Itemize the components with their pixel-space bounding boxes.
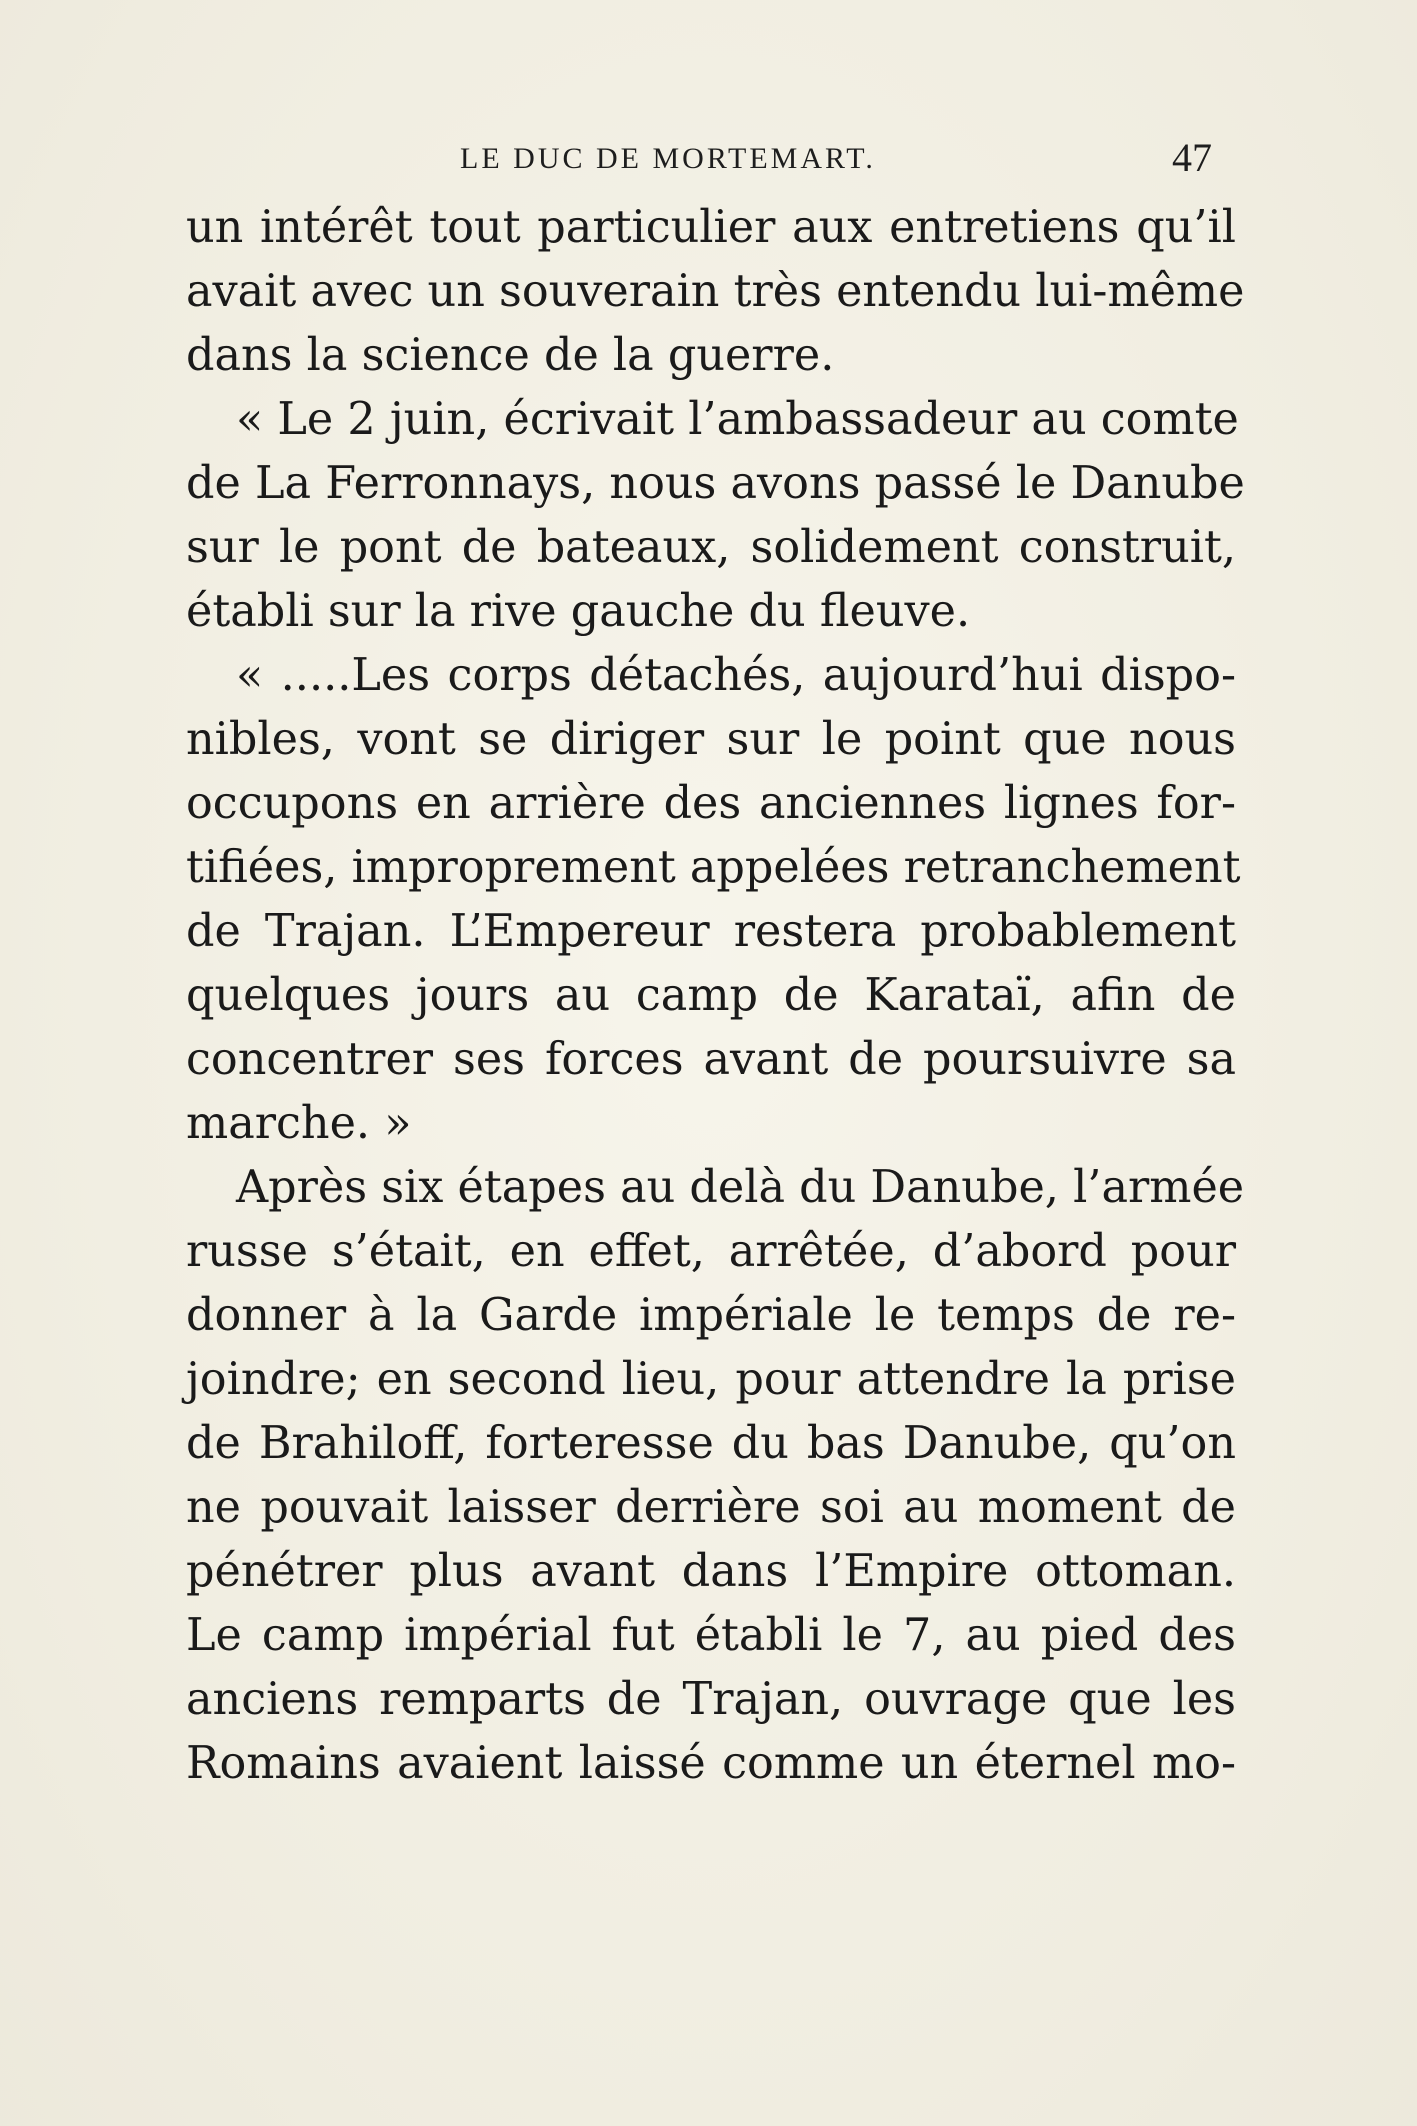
text-line: sur le pont de bateaux, solidement construit, — [186, 522, 1236, 573]
paragraph-4 — [186, 1156, 1245, 1796]
text-line: joindre; en second lieu, pour attendre la prise — [186, 1354, 1236, 1405]
page-number: 47 — [1172, 135, 1212, 180]
text-line: russe s’était, en effet, arrêtée, d’abord pour — [186, 1226, 1236, 1277]
text-line: « .....Les corps détachés, aujourd’hui dispo- — [236, 650, 1236, 701]
text-line: de La Ferronnays, nous avons passé le Danube — [186, 458, 1245, 509]
text-line: ne pouvait laisser derrière soi au moment de — [186, 1482, 1236, 1533]
text-line: Après six étapes au delà du Danube, l’armée — [236, 1162, 1245, 1213]
text-line: de Trajan. L’Empereur restera probablement — [186, 906, 1236, 957]
running-head — [0, 134, 1417, 184]
text-line: « Le 2 juin, écrivait l’ambassadeur au comte — [236, 394, 1239, 445]
text-line: quelques jours au camp de Karataï, afin de — [186, 970, 1236, 1021]
text-line: Le camp impérial fut établi le 7, au pied des — [186, 1610, 1236, 1661]
text-line: anciens remparts de Trajan, ouvrage que les — [186, 1674, 1236, 1725]
text-line: établi sur la rive gauche du fleuve. — [186, 586, 971, 637]
text-line: tifiées, improprement appelées retranchement — [186, 842, 1241, 893]
text-line: Romains avaient laissé comme un éternel mo- — [186, 1738, 1236, 1789]
text-line: occupons en arrière des anciennes lignes for- — [186, 778, 1236, 829]
body-text — [186, 196, 1245, 1796]
text-line: dans la science de la guerre. — [186, 330, 835, 381]
text-line: marche. » — [186, 1098, 412, 1149]
text-line: donner à la Garde impériale le temps de re- — [186, 1290, 1236, 1341]
paragraph-1 — [186, 196, 1245, 388]
running-title: LE DUC DE MORTEMART. — [460, 142, 876, 175]
paragraph-3 — [186, 644, 1241, 1156]
paragraph-2 — [186, 388, 1245, 644]
text-line: nibles, vont se diriger sur le point que nous — [186, 714, 1236, 765]
text-line: concentrer ses forces avant de poursuivre sa — [186, 1034, 1236, 1085]
text-line: un intérêt tout particulier aux entretiens qu’il — [186, 202, 1236, 253]
text-line: avait avec un souverain très entendu lui-même — [186, 266, 1245, 317]
text-line: pénétrer plus avant dans l’Empire ottoman. — [186, 1546, 1236, 1597]
text-line: de Brahiloff, forteresse du bas Danube, qu’on — [186, 1418, 1236, 1469]
